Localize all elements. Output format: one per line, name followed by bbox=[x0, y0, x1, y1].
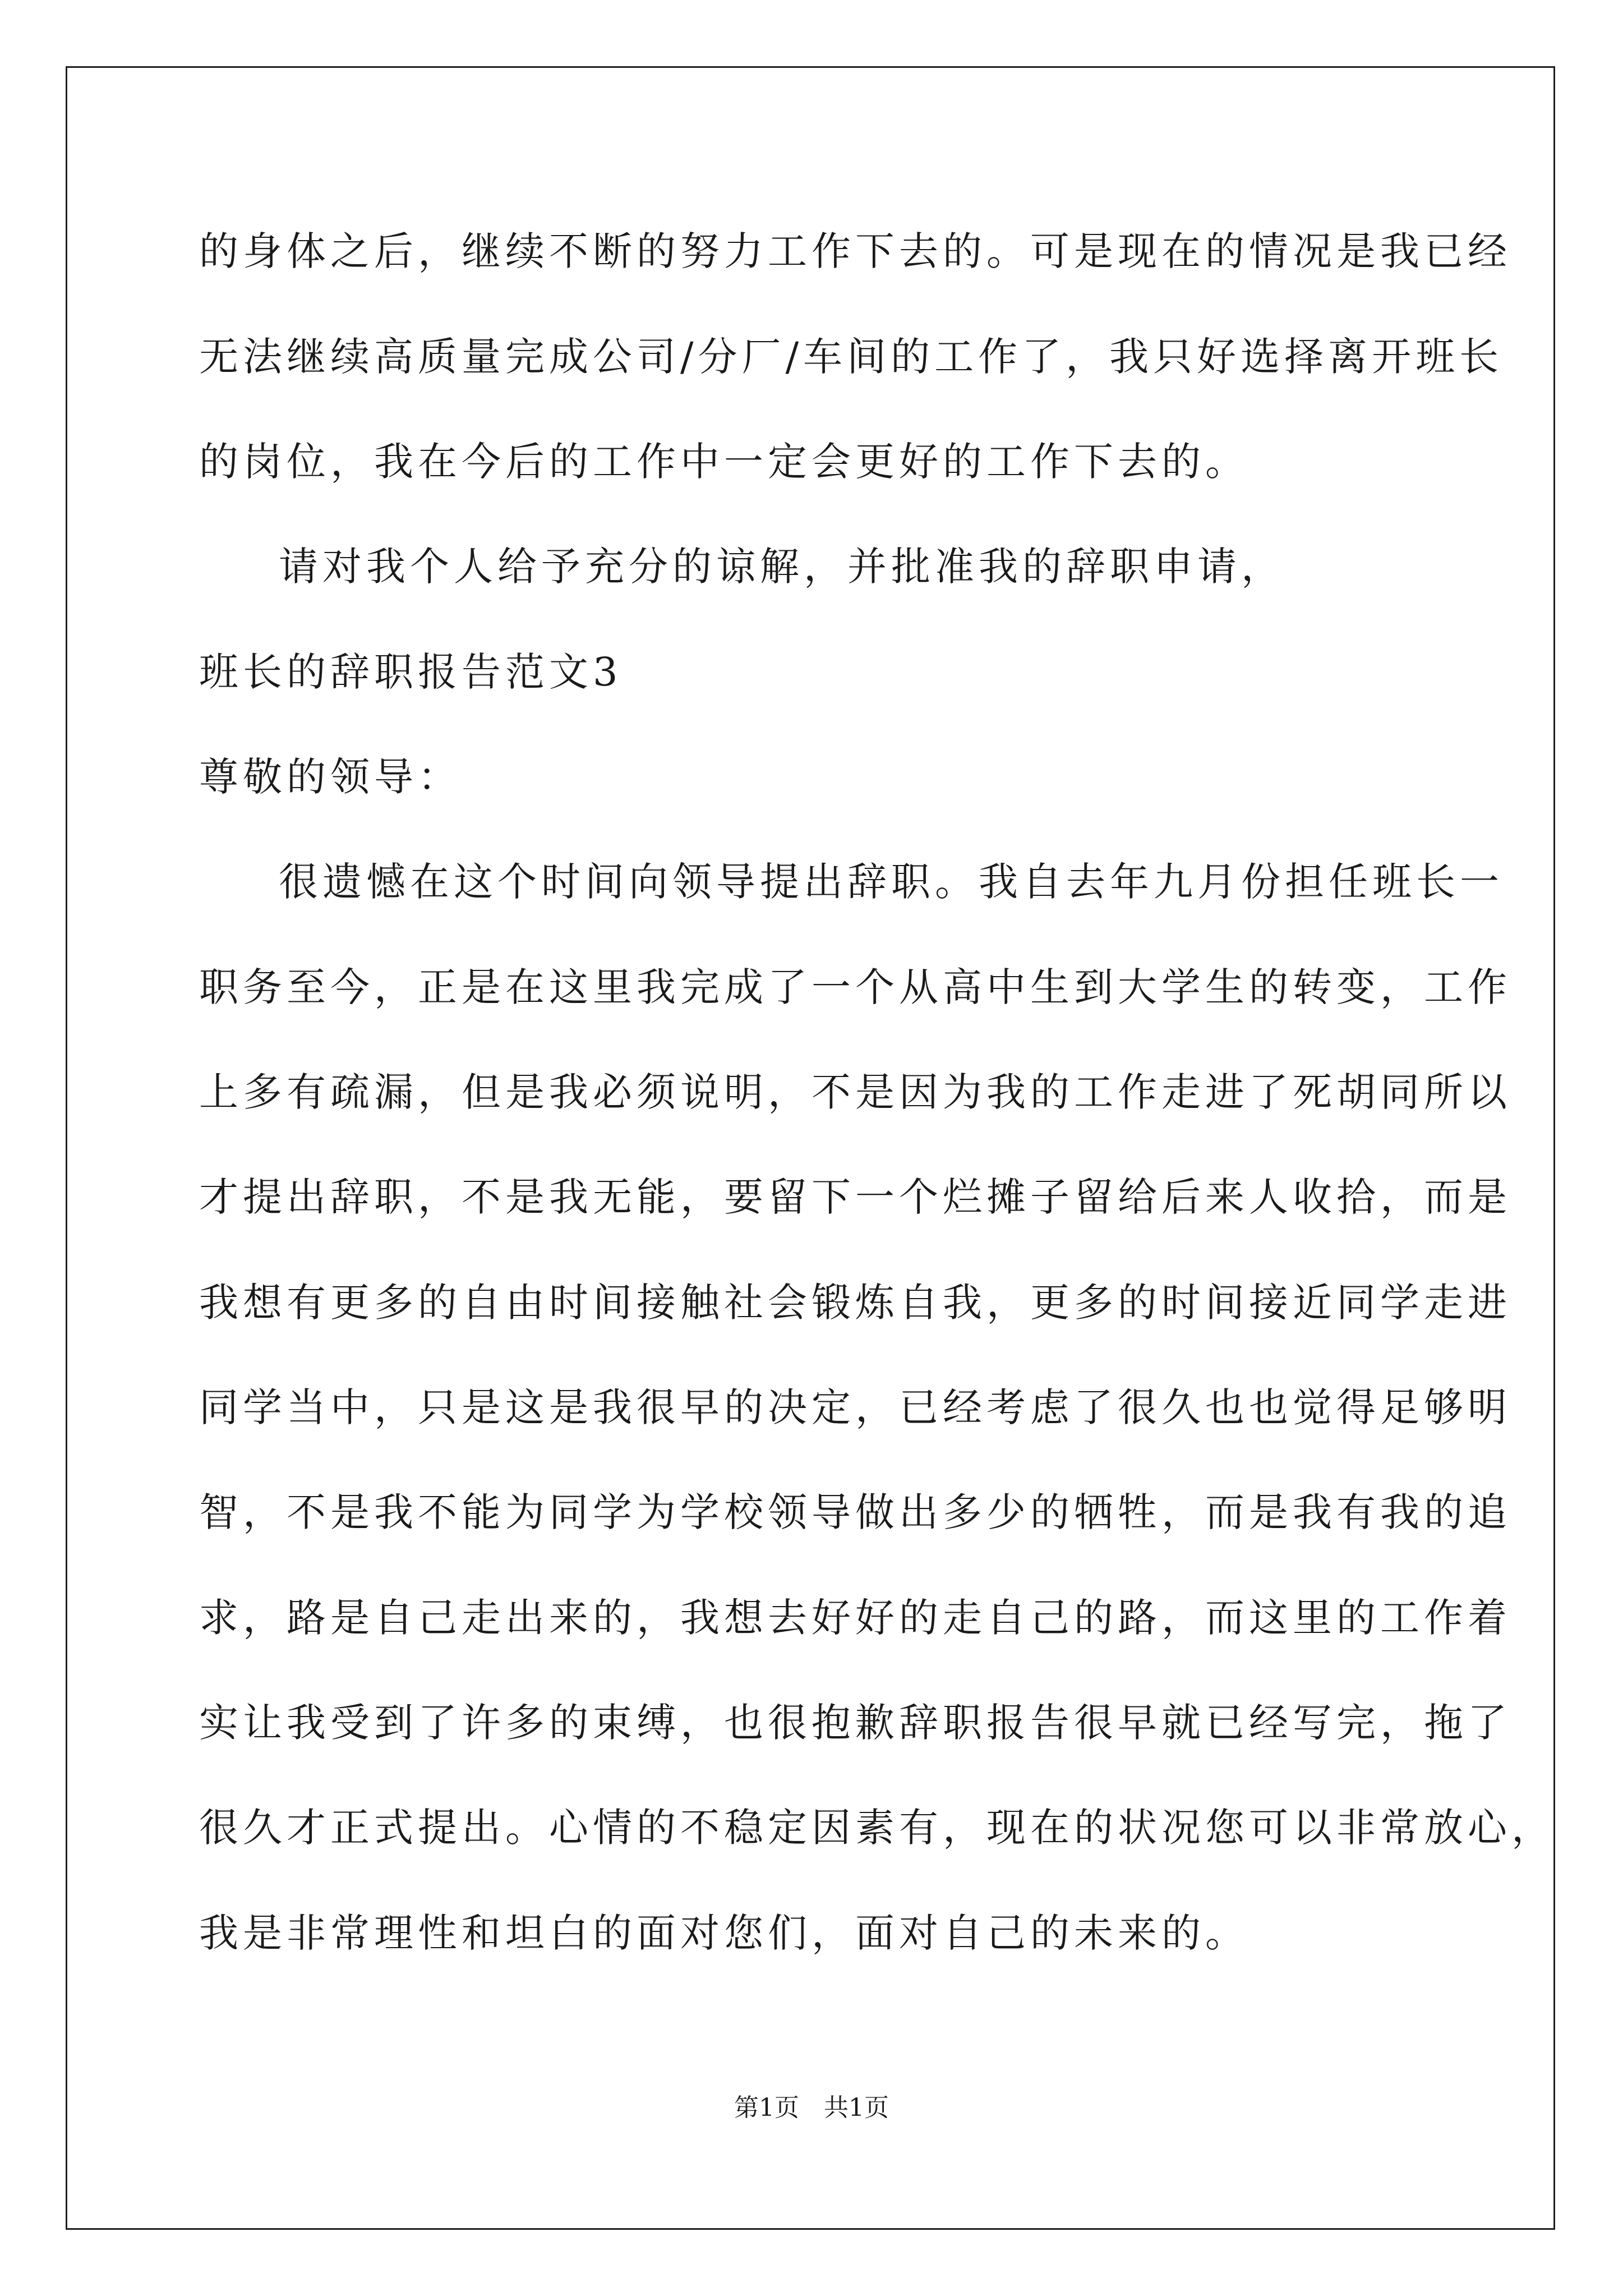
paragraph-line: 我是非常理性和坦白的面对您们，面对自己的未来的。 bbox=[199, 1910, 1249, 1956]
paragraph-line: 的身体之后，继续不断的努力工作下去的。可是现在的情况是我已经 bbox=[199, 228, 1511, 274]
paragraph-line: 我想有更多的自由时间接触社会锻炼自我，更多的时间接近同学走进 bbox=[199, 1280, 1511, 1326]
salutation: 尊敬的领导： bbox=[199, 754, 462, 800]
section-heading: 班长的辞职报告范文3 bbox=[199, 649, 623, 695]
paragraph-line: 智，不是我不能为同学为学校领导做出多少的牺牲，而是我有我的追 bbox=[199, 1489, 1511, 1535]
paragraph-line: 上多有疏漏，但是我必须说明，不是因为我的工作走进了死胡同所以 bbox=[199, 1069, 1511, 1115]
paragraph-line: 很久才正式提出。心情的不稳定因素有，现在的状况您可以非常放心， bbox=[199, 1805, 1555, 1851]
paragraph-line: 求，路是自己走出来的，我想去好好的走自己的路，而这里的工作着 bbox=[199, 1595, 1511, 1641]
paragraph-line: 的岗位，我在今后的工作中一定会更好的工作下去的。 bbox=[199, 439, 1249, 485]
page-footer: 第1页 共1页 bbox=[734, 2093, 889, 2122]
paragraph-line: 职务至今，正是在这里我完成了一个从高中生到大学生的转变，工作 bbox=[199, 964, 1511, 1010]
paragraph-line: 同学当中，只是这是我很早的决定，已经考虑了很久也也觉得足够明 bbox=[199, 1384, 1511, 1430]
paragraph-line: 很遗憾在这个时间向领导提出辞职。我自去年九月份担任班长一 bbox=[279, 859, 1504, 905]
paragraph-line: 无法继续高质量完成公司/分厂/车间的工作了，我只好选择离开班长 bbox=[199, 334, 1504, 380]
request-line: 请对我个人给予充分的谅解，并批准我的辞职申请， bbox=[279, 544, 1285, 590]
page-border bbox=[66, 66, 1555, 2230]
paragraph-line: 才提出辞职，不是我无能，要留下一个烂摊子留给后来人收拾，而是 bbox=[199, 1174, 1511, 1220]
paragraph-line: 实让我受到了许多的束缚，也很抱歉辞职报告很早就已经写完，拖了 bbox=[199, 1700, 1511, 1746]
